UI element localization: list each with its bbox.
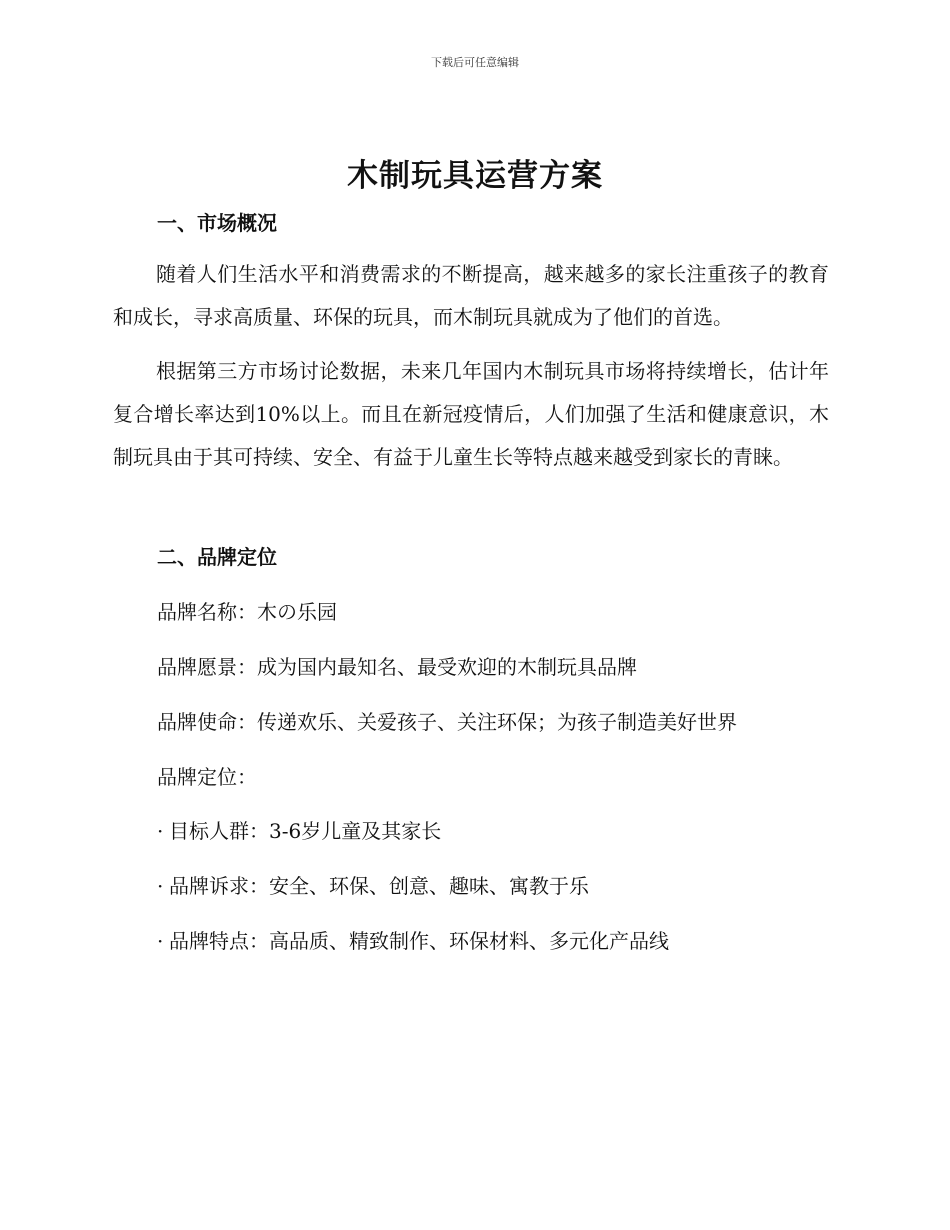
bullet-target-audience: 目标人群：3-6岁儿童及其家长 (169, 819, 442, 843)
bullet-marker: · (157, 819, 164, 843)
brand-positioning-line: 品牌定位： (157, 765, 257, 789)
bullet-item (157, 925, 669, 954)
bullet-item (157, 870, 589, 899)
section-heading-brand-positioning: 二、品牌定位 (157, 545, 277, 569)
section-heading-market-overview: 一、市场概况 (157, 211, 277, 235)
document-title: 木制玩具运营方案 (347, 158, 603, 194)
bullet-brand-appeal: 品牌诉求：安全、环保、创意、趣味、寓教于乐 (169, 874, 589, 898)
paragraph-market-1: 随着人们生活水平和消费需求的不断提高，越来越多的家长注重孩子的教育和成长，寻求高质量、环保的玩具，而木制玩具就成为了他们的首选。 (113, 262, 829, 329)
brand-name-line: 品牌名称：木の乐园 (157, 600, 337, 624)
bullet-marker: · (157, 874, 164, 898)
header-note: 下载后可任意编辑 (431, 56, 519, 69)
bullet-item (157, 815, 441, 844)
brand-vision-line: 品牌愿景：成为国内最知名、最受欢迎的木制玩具品牌 (157, 655, 637, 679)
brand-mission-line: 品牌使命：传递欢乐、关爱孩子、关注环保；为孩子制造美好世界 (157, 710, 737, 734)
bullet-brand-features: 品牌特点：高品质、精致制作、环保材料、多元化产品线 (169, 929, 669, 953)
paragraph-market-2: 根据第三方市场讨论数据，未来几年国内木制玩具市场将持续增长，估计年复合增长率达到10%以上。而且在新冠疫情后，人们加强了生活和健康意识，木制玩具由于其可持续、安全、有益于儿童生长等特点越来越受到家长的青睐。 (113, 359, 829, 469)
bullet-marker: · (157, 929, 164, 953)
